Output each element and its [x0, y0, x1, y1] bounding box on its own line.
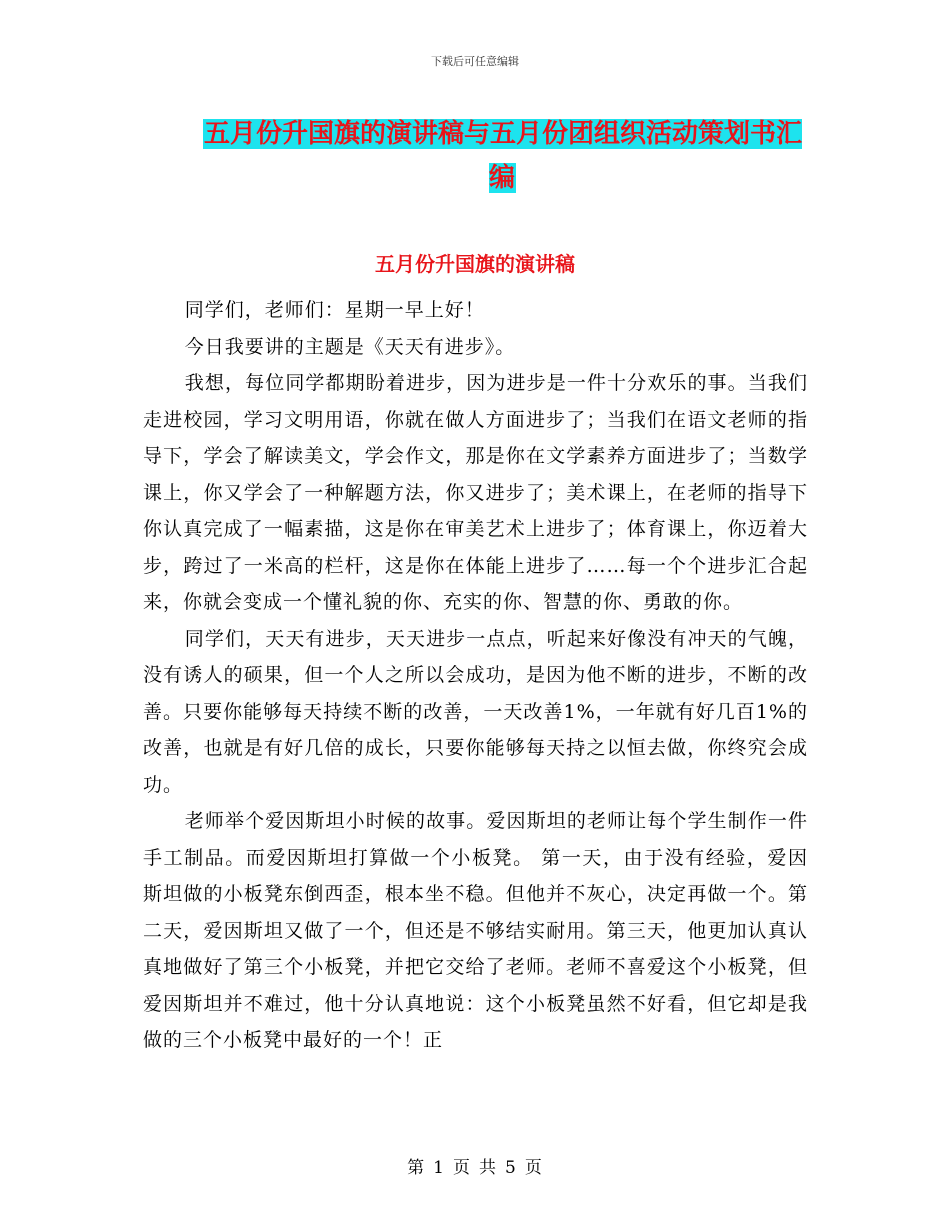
total-prefix: 共 [479, 1158, 497, 1178]
section-title: 五月份升国旗的演讲稿 [375, 252, 575, 276]
paragraph-einstein-story: 老师举个爱因斯坦小时候的故事。爱因斯坦的老师让每个学生制作一件手工制品。而爱因斯坦打算做一个小板凳。 第一天，由于没有经验，爱因斯坦做的小板凳东倒西歪，根本坐不稳。但他并不灰心，决定再做一个。第二天，爱因斯坦又做了一个，但还是不够结实耐用。第三天，他更加认真认真地做好了第三个小板凳，并把它交给了老师。老师不喜爱这个小板凳，但爱因斯坦并不难过，他十分认真地说：这个小板凳虽然不好看，但它却是我做的三个小板凳中最好的一个！正 [143, 810, 808, 1051]
current-page-number: 1 [433, 1158, 445, 1178]
total-pages-number: 5 [505, 1158, 517, 1178]
page-suffix: 页 [453, 1158, 471, 1178]
page-footer [0, 1153, 950, 1178]
document-body [143, 292, 808, 1059]
paragraph-progress: 我想，每位同学都期盼着进步，因为进步是一件十分欢乐的事。当我们走进校园，学习文明用语，你就在做人方面进步了；当我们在语文老师的指导下，学会了解读美文，学会作文，那是你在文学素养方面进步了；当数学课上，你又学会了一种解题方法，你又进步了；美术课上，在老师的指导下你认真完成了一幅素描，这是你在审美艺术上进步了；体育课上，你迈着大步，跨过了一米高的栏杆，这是你在体能上进步了……每一个个进步汇合起来，你就会变成一个懂礼貌的你、充实的你、智慧的你、勇敢的你。 [143, 372, 808, 613]
total-suffix: 页 [524, 1158, 543, 1178]
document-title [190, 112, 815, 200]
document-title-text: 五月份升国旗的演讲稿与五月份团组织活动策划书汇编 [203, 119, 802, 193]
paragraph-topic: 今日我要讲的主题是《天天有进步》。 [184, 335, 516, 358]
header-note: 下载后可任意编辑 [431, 55, 519, 68]
paragraph-improvement: 同学们，天天有进步，天天进步一点点，听起来好像没有冲天的气魄，没有诱人的硕果，但一个人之所以会成功，是因为他不断的进步，不断的改善。只要你能够每天持续不断的改善，一天改善1%，一年就有好几百1%的改善，也就是有好几倍的成长，只要你能够每天持之以恒去做，你终究会成功。 [143, 627, 808, 796]
paragraph-greeting: 同学们，老师们：星期一早上好！ [184, 299, 485, 321]
page-prefix: 第 [407, 1158, 426, 1178]
